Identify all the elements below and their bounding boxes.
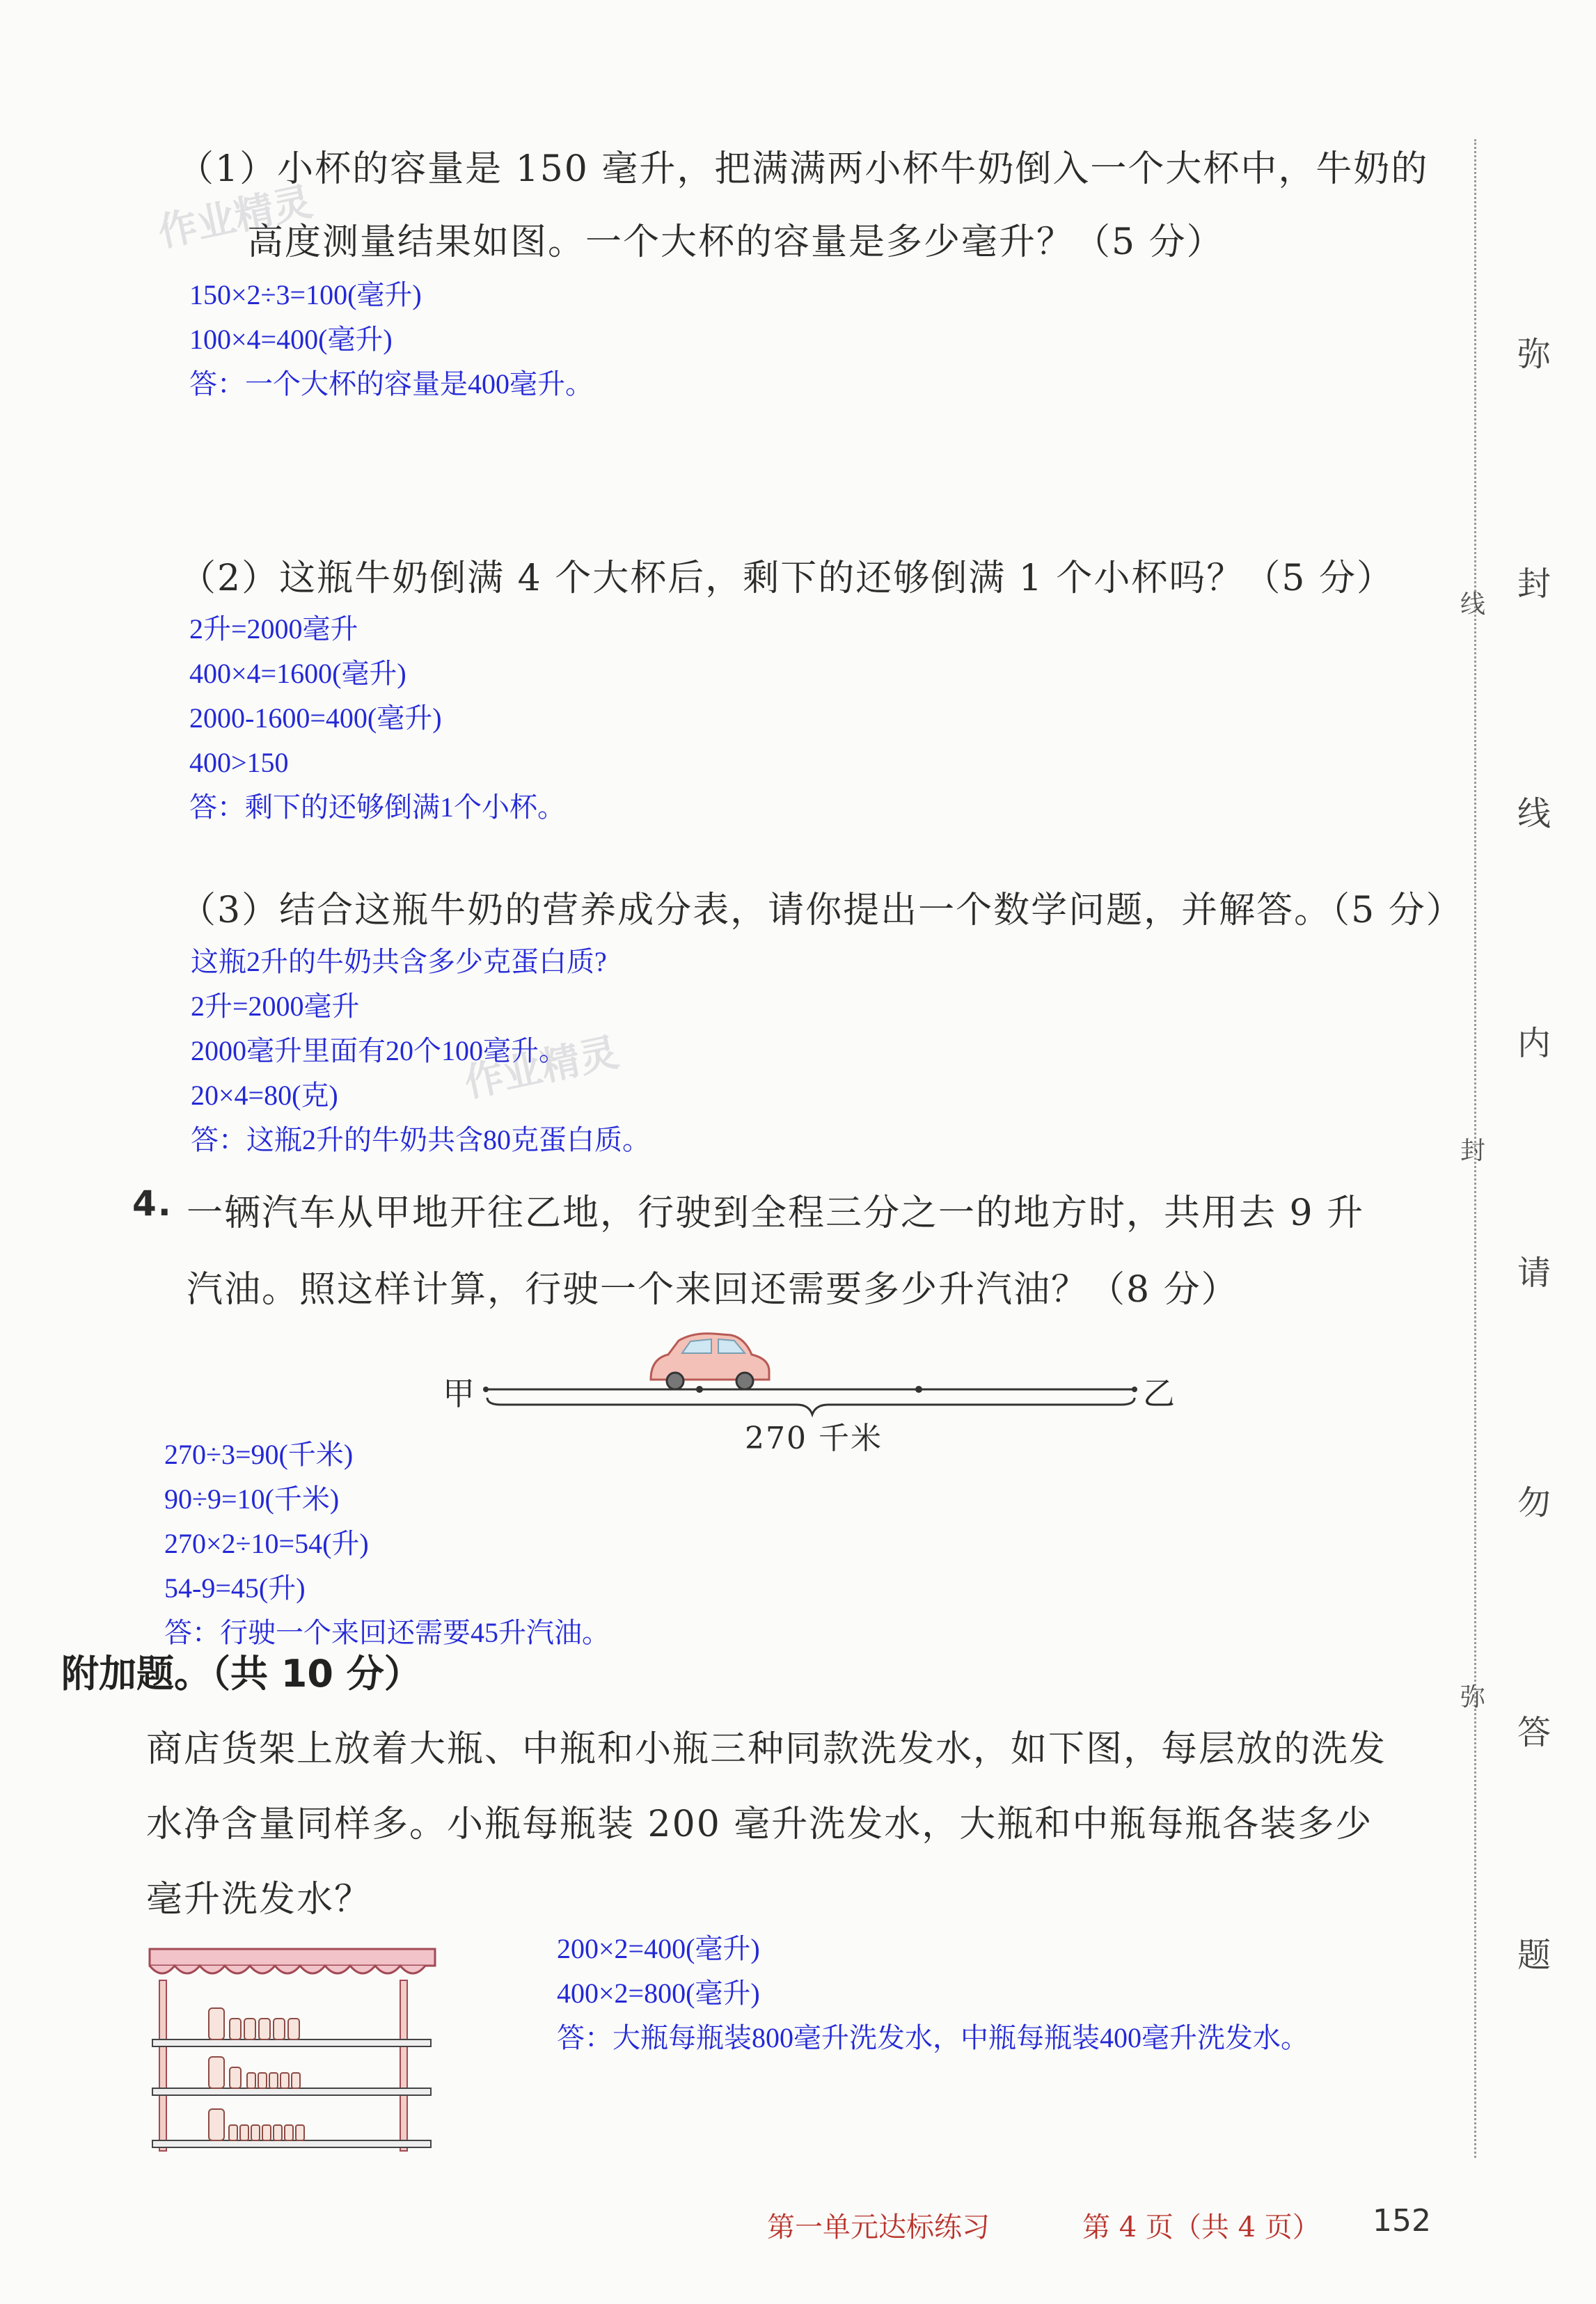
binding-mark: 弥 (1460, 1683, 1486, 1712)
answer-line: 54-9=45(升) (164, 1572, 306, 1604)
answer-line: 400>150 (189, 747, 289, 778)
answer-line: 答：大瓶每瓶装800毫升洗发水，中瓶每瓶装400毫升洗发水。 (557, 2022, 1309, 2053)
answer-line: 答：行驶一个来回还需要45升汽油。 (164, 1617, 610, 1648)
answer-line: 2升=2000毫升 (189, 613, 358, 645)
watermark-top: 作业精灵 (154, 179, 317, 256)
bonus-answers (557, 1927, 1309, 2060)
answer-line: 270÷3=90(千米) (164, 1439, 354, 1470)
q4-number: 4. (132, 1183, 173, 1224)
sidebar-word: 弥 (1517, 335, 1551, 374)
binding-mark: 线 (1460, 590, 1486, 619)
q4-answers (164, 1433, 610, 1655)
answer-line: 这瓶2升的牛奶共含多少克蛋白质? (191, 946, 607, 977)
car-icon (651, 1334, 769, 1389)
bonus-line1: 商店货架上放着大瓶、中瓶和小瓶三种同款洗发水，如下图，每层放的洗发 (146, 1728, 1387, 1770)
answer-line: 2升=2000毫升 (191, 991, 360, 1022)
answer-line: 答：这瓶2升的牛奶共含80克蛋白质。 (191, 1124, 650, 1155)
answer-line: 200×2=400(毫升) (557, 1933, 760, 1964)
watermark-middle: 作业精灵 (460, 1029, 623, 1107)
sidebar-word: 封 (1517, 565, 1551, 603)
part2-answers (189, 607, 565, 830)
answer-line: 100×4=400(毫升) (189, 324, 393, 355)
answer-line: 2000-1600=400(毫升) (189, 702, 442, 734)
part1-answers (189, 273, 593, 407)
part1-question-line1: （1）小杯的容量是 150 毫升，把满满两小杯牛奶倒入一个大杯中，牛奶的 (177, 148, 1429, 190)
shelf-illustration (143, 1942, 442, 2158)
sidebar-word: 答 (1517, 1713, 1551, 1752)
part3-answers (191, 940, 650, 1162)
end-label: 乙 (1143, 1375, 1176, 1412)
part3-question: （3）结合这瓶牛奶的营养成分表，请你提出一个数学问题，并解答。（5 分） (180, 890, 1464, 931)
q4-question-line2: 汽油。照这样计算，行驶一个来回还需要多少升汽油？（8 分） (187, 1269, 1239, 1311)
footer-label: 第一单元达标练习 (767, 2211, 990, 2243)
sidebar-word: 勿 (1517, 1483, 1551, 1522)
distance-label: 270 千米 (745, 1421, 883, 1456)
binding-mark: 封 (1460, 1137, 1486, 1165)
sidebar-word: 题 (1517, 1936, 1551, 1975)
page-number: 152 (1373, 2203, 1431, 2239)
sidebar-word: 内 (1517, 1024, 1551, 1063)
sidebar-word: 线 (1517, 794, 1551, 833)
answer-line: 150×2÷3=100(毫升) (189, 279, 422, 310)
answer-line: 答：剩下的还够倒满1个小杯。 (189, 791, 565, 823)
bonus-title: 附加题。（共 10 分） (61, 1652, 422, 1696)
answer-line: 400×2=800(毫升) (557, 1978, 760, 2009)
sidebar-word: 请 (1517, 1254, 1551, 1293)
q4-question-line1: 一辆汽车从甲地开往乙地，行驶到全程三分之一的地方时，共用去 9 升 (187, 1192, 1365, 1234)
footer-page-info: 第 4 页（共 4 页） (1082, 2211, 1320, 2243)
part1-question-line2: 高度测量结果如图。一个大杯的容量是多少毫升？（5 分） (247, 221, 1224, 263)
part2-question: （2）这瓶牛奶倒满 4 个大杯后，剩下的还够倒满 1 个小杯吗？（5 分） (180, 558, 1394, 599)
start-label: 甲 (443, 1375, 476, 1412)
bonus-line3: 毫升洗发水？ (146, 1879, 372, 1920)
answer-line: 2000毫升里面有20个100毫升。 (191, 1035, 567, 1066)
answer-line: 20×4=80(克) (191, 1080, 338, 1111)
shelf-graphic (143, 1942, 442, 2158)
answer-line: 400×4=1600(毫升) (189, 658, 406, 689)
bonus-line2: 水净含量同样多。小瓶每瓶装 200 毫升洗发水，大瓶和中瓶每瓶各装多少 (146, 1804, 1373, 1845)
answer-line: 90÷9=10(千米) (164, 1483, 340, 1515)
answer-line: 270×2÷10=54(升) (164, 1528, 369, 1559)
answer-line: 答：一个大杯的容量是400毫升。 (189, 368, 593, 400)
